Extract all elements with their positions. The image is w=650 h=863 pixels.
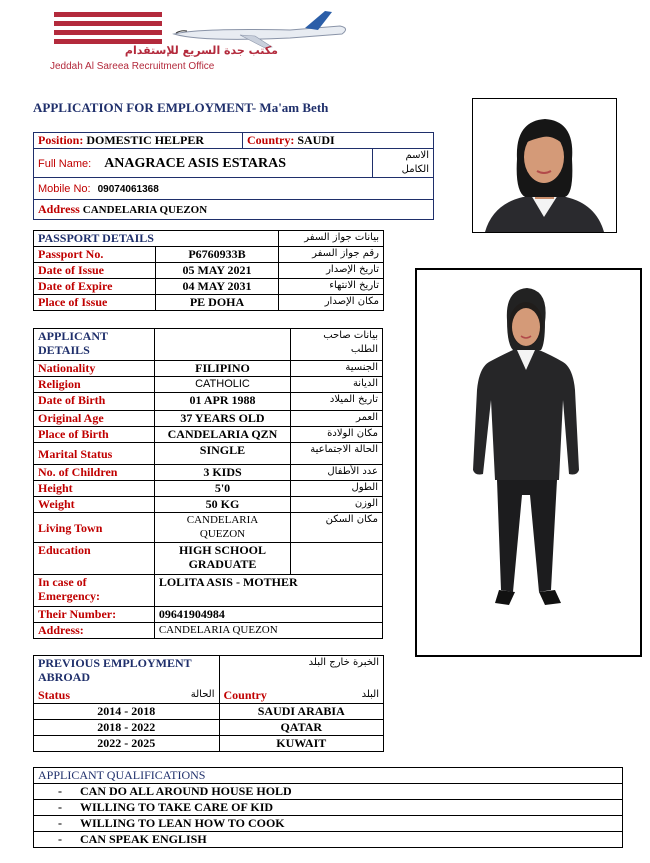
nationality-value: FILIPINO (154, 361, 290, 377)
height-arabic: الطول (291, 481, 383, 497)
emergency-address-value: CANDELARIA QUEZON (154, 623, 382, 639)
passport-header-arabic: بيانات جواز السفر (279, 231, 384, 247)
issue-place-arabic: مكان الإصدار (279, 295, 384, 311)
status-arabic: الحالة (190, 688, 215, 700)
position-label: Position: (38, 133, 84, 147)
birth-place-value: CANDELARIA QZN (154, 427, 290, 443)
applicant-details-table (33, 328, 383, 639)
issue-place-value: PE DOHA (156, 295, 279, 311)
qualifications-header: APPLICANT QUALIFICATIONS (34, 768, 623, 784)
living-town-arabic: مكان السكن (291, 513, 383, 543)
birth-place-arabic: مكان الولادة (291, 427, 383, 443)
passport-table (33, 230, 384, 311)
logo-english-name: Jeddah Al Sareea Recruitment Office (50, 61, 215, 72)
issue-date-label: Date of Issue (34, 263, 156, 279)
previous-employment-header-arabic: الخبرة خارج البلد (219, 656, 383, 688)
previous-employment-header: PREVIOUS EMPLOYMENT ABROAD (34, 656, 220, 688)
employment-country: QATAR (219, 720, 383, 736)
children-label: No. of Children (34, 465, 155, 481)
bullet: - (58, 832, 62, 846)
religion-label: Religion (34, 377, 155, 393)
address-label: Address (38, 202, 80, 216)
education-arabic-empty (291, 543, 383, 575)
age-label: Original Age (34, 411, 155, 427)
full-body-photo (415, 268, 642, 657)
emergency-label: In case of Emergency: (34, 575, 155, 607)
education-value: HIGH SCHOOL GRADUATE (154, 543, 290, 575)
qualifications-table (33, 767, 623, 848)
living-town-value: CANDELARIA QUEZON (154, 513, 290, 543)
birth-date-label: Date of Birth (34, 393, 155, 411)
country-value: SAUDI (297, 133, 335, 147)
expire-date-arabic: تاريخ الانتهاء (279, 279, 384, 295)
issue-date-value: 05 MAY 2021 (156, 263, 279, 279)
address-value: CANDELARIA QUEZON (82, 204, 208, 216)
airplane-icon (174, 11, 346, 48)
living-town-label: Living Town (34, 513, 155, 543)
qualification-item: CAN SPEAK ENGLISH (80, 832, 207, 846)
religion-value: CATHOLIC (154, 377, 290, 393)
previous-employment-table (33, 655, 384, 752)
their-number-label: Their Number: (34, 607, 155, 623)
country-label: Country: (247, 133, 295, 147)
applicant-header-arabic: بيانات صاحب الطلب (291, 329, 383, 361)
marital-status-label: Marital Status (34, 443, 155, 465)
applicant-header: APPLICANT DETAILS (34, 329, 155, 361)
position-value: DOMESTIC HELPER (86, 133, 205, 147)
education-label: Education (34, 543, 155, 575)
fullname-value: ANAGRACE ASIS ESTARAS (104, 155, 286, 171)
nationality-label: Nationality (34, 361, 155, 377)
emergency-value: LOLITA ASIS - MOTHER (154, 575, 382, 607)
employment-years: 2018 - 2022 (34, 720, 220, 736)
children-arabic: عدد الأطفال (291, 465, 383, 481)
mobile-value: 09074061368 (97, 183, 159, 195)
issue-place-label: Place of Issue (34, 295, 156, 311)
employment-years: 2014 - 2018 (34, 704, 220, 720)
portrait-full-body-image (417, 270, 640, 655)
employment-years: 2022 - 2025 (34, 736, 220, 752)
expire-date-value: 04 MAY 2031 (156, 279, 279, 295)
fullname-arabic-label: الاسم الكامل (373, 149, 434, 178)
employment-country: SAUDI ARABIA (219, 704, 383, 720)
qualification-item: WILLING TO TAKE CARE OF KID (80, 800, 274, 814)
employment-country: KUWAIT (219, 736, 383, 752)
country-col-arabic: البلد (361, 688, 379, 700)
mobile-label: Mobile No: (38, 182, 91, 195)
bullet: - (58, 800, 62, 814)
birth-date-value: 01 APR 1988 (154, 393, 290, 411)
children-value: 3 KIDS (154, 465, 290, 481)
height-label: Height (34, 481, 155, 497)
fullname-label: Full Name: (38, 157, 92, 170)
portrait-headshot-image (473, 99, 616, 232)
nationality-arabic: الجنسية (291, 361, 383, 377)
company-logo (50, 8, 360, 76)
religion-arabic: الديانة (291, 377, 383, 393)
emergency-address-label: Address: (34, 623, 155, 639)
weight-label: Weight (34, 497, 155, 513)
weight-arabic: الوزن (291, 497, 383, 513)
page-title: APPLICATION FOR EMPLOYMENT- Ma'am Beth (33, 100, 329, 115)
bullet: - (58, 816, 62, 830)
height-value: 5'0 (154, 481, 290, 497)
age-arabic: العمر (291, 411, 383, 427)
qualification-item: WILLING TO LEAN HOW TO COOK (80, 816, 285, 830)
issue-date-arabic: تاريخ الإصدار (279, 263, 384, 279)
passport-no-label: Passport No. (34, 247, 156, 263)
birth-date-arabic: تاريخ الميلاد (291, 393, 383, 411)
bullet: - (58, 784, 62, 798)
passport-no-value: P6760933B (156, 247, 279, 263)
country-col-label: Country (223, 687, 267, 702)
expire-date-label: Date of Expire (34, 279, 156, 295)
their-number-value: 09641904984 (154, 607, 382, 623)
birth-place-label: Place of Birth (34, 427, 155, 443)
age-value: 37 YEARS OLD (154, 411, 290, 427)
marital-status-value: SINGLE (154, 443, 290, 465)
passport-header: PASSPORT DETAILS (34, 231, 279, 247)
marital-status-arabic: الحالة الاجتماعية (291, 443, 383, 465)
headshot-photo (472, 98, 617, 233)
logo-arabic-name: مكتب جدة السريع للإستقدام (124, 44, 278, 57)
status-label: Status (38, 687, 71, 702)
qualification-item: CAN DO ALL AROUND HOUSE HOLD (80, 784, 292, 798)
weight-value: 50 KG (154, 497, 290, 513)
passport-no-arabic: رقم جواز السفر (279, 247, 384, 263)
personal-info-table (33, 132, 434, 220)
